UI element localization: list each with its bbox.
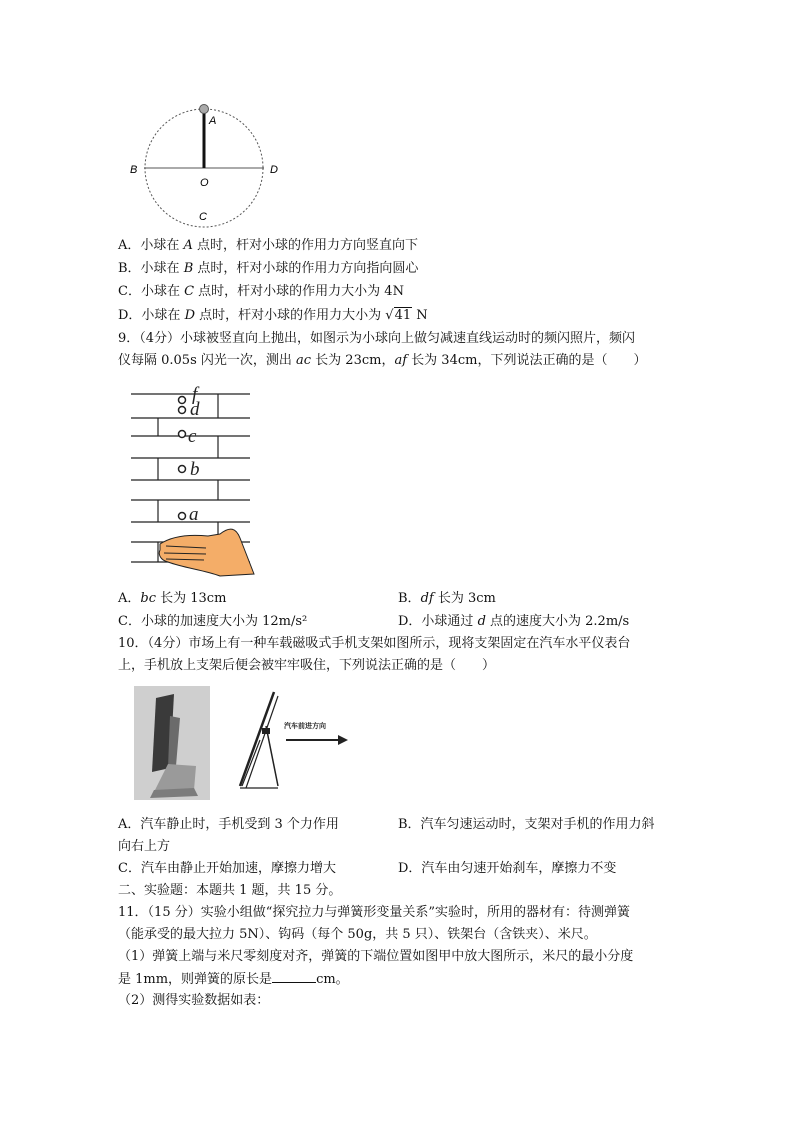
label-C: C <box>199 211 207 223</box>
circle-rod-figure <box>126 100 286 230</box>
q9-option-a: A．bc 长为 13cm <box>118 591 227 606</box>
q10-option-c: C．汽车由静止开始加速，摩擦力增大 <box>118 861 336 876</box>
q11-line5: （2）测得实验数据如表： <box>118 993 270 1008</box>
q9-stem-line2: 仪每隔 0.05s 闪光一次，测出 ac 长为 23cm，af 长为 34cm，下列说法正确的是（ ） <box>118 353 647 368</box>
label-a: a <box>189 504 199 525</box>
phone-holder-photo <box>134 686 210 800</box>
ball-f <box>179 397 186 404</box>
q10-stem-line1: 10．（4分）市场上有一种车载磁吸式手机支架如图所示，现将支架固定在汽车水平仪表台 <box>118 636 631 651</box>
ball <box>200 105 209 114</box>
q8-option-b: B．小球在 B 点时，杆对小球的作用力方向指向圆心 <box>118 261 419 276</box>
label-D: D <box>270 164 278 176</box>
q11-line1: 11．（15 分）实验小组做“探究拉力与弹簧形变量关系”实验时，所用的器材有：待测弹簧 <box>118 905 631 920</box>
ball-a <box>179 513 186 520</box>
ball-b <box>179 466 186 473</box>
sqrt-symbol: √41 <box>385 308 412 323</box>
phone-holder-diagram <box>232 690 352 802</box>
label-b: b <box>190 459 200 480</box>
q9-stem-line1: 9．（4分）小球被竖直向上抛出，如图示为小球向上做匀减速直线运动时的频闪照片，频闪 <box>118 331 636 346</box>
q10-option-b-line2: 向右上方 <box>118 839 171 854</box>
label-O: O <box>200 177 209 189</box>
q10-option-a: A．汽车静止时，手机受到 3 个力作用 <box>118 817 339 832</box>
q10-stem-line2: 上，手机放上支架后便会被牢牢吸住，下列说法正确的是（ ） <box>118 658 496 673</box>
direction-label: 汽车前进方向 <box>284 722 326 730</box>
q10-option-b-line1: B．汽车匀速运动时，支架对手机的作用力斜 <box>398 817 655 832</box>
label-B: B <box>130 164 138 176</box>
q8-option-d: D．小球在 D 点时，杆对小球的作用力大小为 √41 N <box>118 308 428 323</box>
q11-line2: （能承受的最大拉力 5N）、钩码（每个 50g，共 5 只）、铁架台（含铁夹）、米尺。 <box>118 927 597 942</box>
q11-line4: 是 1mm，则弹簧的原长是 cm。 <box>118 972 349 987</box>
label-f: f <box>192 384 198 405</box>
q9-option-b: B．df 长为 3cm <box>398 591 496 606</box>
q8-option-a: A．小球在 A 点时，杆对小球的作用力方向竖直向下 <box>118 238 419 253</box>
q11-line3: （1）弹簧上端与米尺零刻度对齐，弹簧的下端位置如图甲中放大图所示，米尺的最小分度 <box>118 949 634 964</box>
ball-c <box>179 431 186 438</box>
ball-d <box>179 407 186 414</box>
label-A: A <box>209 115 217 127</box>
label-c: c <box>188 426 197 447</box>
label-d: d <box>190 399 200 420</box>
strobe-photo-figure <box>128 376 260 580</box>
q10-option-d: D．汽车由匀速开始刹车，摩擦力不变 <box>398 861 617 876</box>
section-heading: 二、实验题：本题共 1 题，共 15 分。 <box>118 883 342 898</box>
q9-option-d: D．小球通过 d 点的速度大小为 2.2m/s <box>398 614 630 629</box>
answer-blank[interactable] <box>272 970 316 983</box>
hand-icon <box>159 529 254 576</box>
q8-option-c: C．小球在 C 点时，杆对小球的作用力大小为 4N <box>118 284 404 299</box>
q9-option-c: C．小球的加速度大小为 12m/s² <box>118 614 308 629</box>
